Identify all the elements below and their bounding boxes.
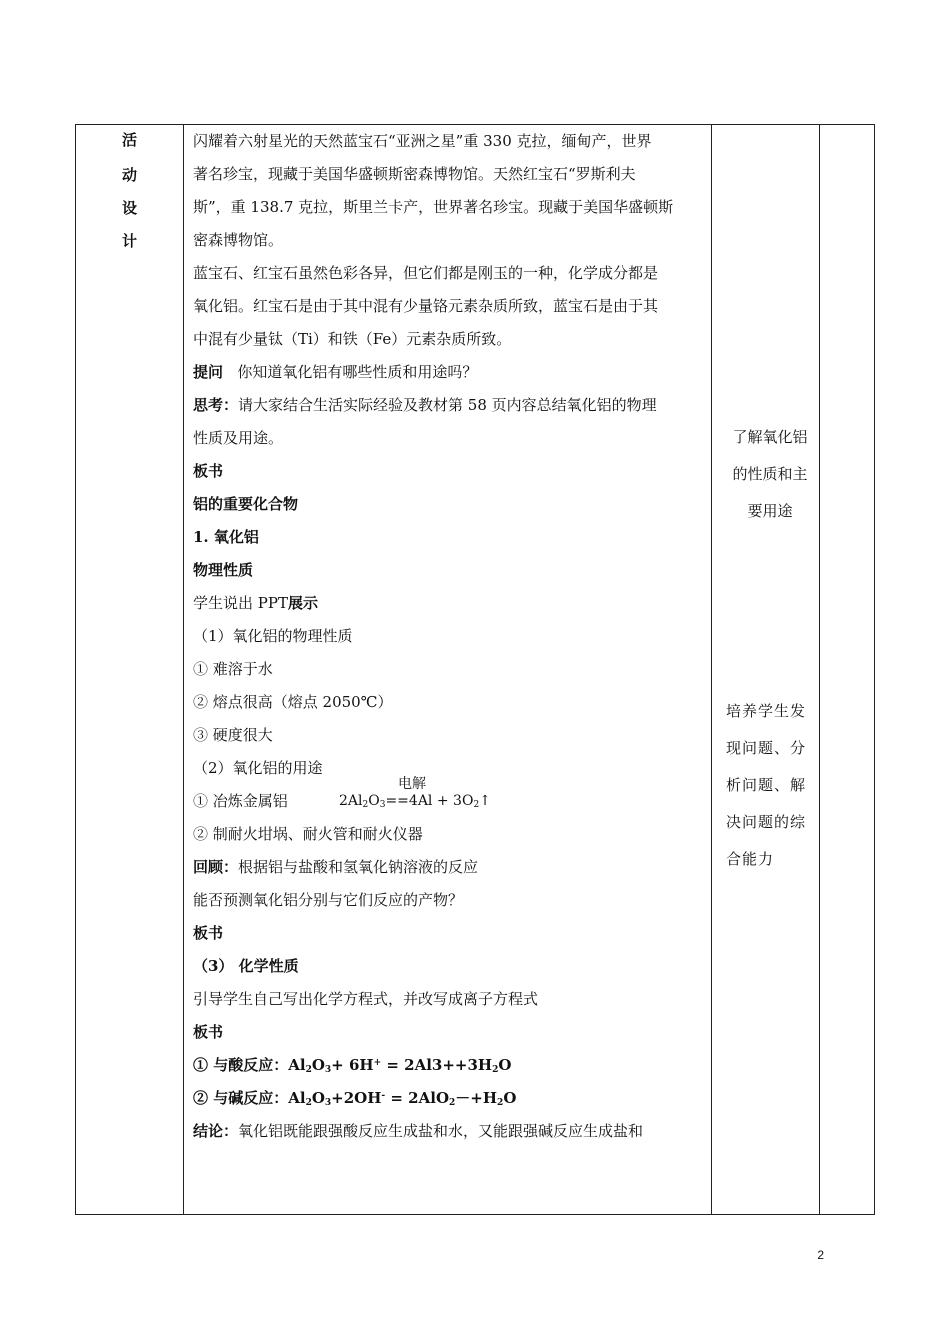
text-line: 闪耀着六射星光的天然蓝宝石“亚洲之星”重 330 克拉，缅甸产，世界 [193,132,652,150]
eq-sub: 3 [324,1098,332,1108]
electrolysis-label: 电解 [398,776,426,792]
goal-line: 现问题、分 [726,739,807,757]
list-item: ② 制耐火坩埚、耐火管和耐火仪器 [193,825,423,843]
section-heading: 1. 氧化铝 [193,528,259,546]
goal-line: 要用途 [747,502,793,520]
board-label: 板书 [193,924,224,942]
eq-sub: 3 [324,1065,332,1075]
eq-sub: 2 [492,1065,499,1075]
ppt-line [193,587,709,620]
ppt-show: 展示 [287,594,318,612]
goal-line: 培养学生发 [726,702,807,720]
main-content [193,125,709,1148]
column-divider [711,125,712,1214]
eq-part: 2Al [339,793,363,809]
think-label: 思考： [193,396,239,414]
board-label: 板书 [193,1023,224,1041]
text-line: 引导学生自己写出化学方程式，并改写成离子方程式 [193,990,539,1008]
text-line: 蓝宝石、红宝石虽然色彩各异，但它们都是刚玉的一种，化学成分都是 [193,264,659,282]
section-heading: 铝的重要化合物 [193,495,299,513]
goal-line: 析问题、解 [726,776,807,794]
review-text: 根据铝与盐酸和氢氧化钠溶液的反应 [238,858,479,876]
ppt-text: 学生说出 PPT [193,594,288,612]
eq-sub: 2 [497,1098,504,1108]
question-line [193,356,709,389]
question-label: 提问 [193,363,224,381]
text-line: 能否预测氧化铝分别与它们反应的产物？ [193,891,464,909]
eq-sub: 2 [449,1098,456,1108]
eq-part: O [311,1056,325,1074]
list-item: ③ 硬度很大 [193,726,273,744]
section-heading: 物理性质 [193,561,254,579]
goal-line: 合能力 [726,850,775,868]
use-line [193,785,709,818]
label-char: 计 [121,232,137,250]
column-divider [819,125,820,1214]
list-item: ② 熔点很高（熔点 2050℃） [193,693,393,711]
eq-part: ==4Al + 3O [385,793,474,809]
acid-reaction [193,1049,709,1082]
eq-sub: 3 [379,800,386,810]
think-line [193,389,709,422]
column-divider [183,125,184,1214]
eq-sup: + [373,1058,382,1068]
eq-sup: - [381,1091,386,1101]
eq-part: ② 与碱反应：Al [193,1089,306,1107]
goal-line: 了解氧化铝 [732,428,808,446]
page-number: 2 [817,1248,824,1262]
eq-sub: 2 [305,1098,312,1108]
label-char: 动 [121,166,137,184]
list-item: ① 难溶于水 [193,660,273,678]
text-line: 密森博物馆。 [193,231,284,249]
goal-understand [720,419,820,530]
base-reaction [193,1082,709,1115]
eq-part: O [498,1056,512,1074]
eq-part: O [503,1089,517,1107]
eq-part: ↑ [479,793,491,809]
text-line: 性质及用途。 [193,429,284,447]
conclusion-label: 结论： [193,1122,239,1140]
eq-part: +2OH [331,1089,382,1107]
eq-part: = 2AlO [385,1089,450,1107]
section-heading: （3） 化学性质 [193,957,299,975]
lesson-table [75,124,875,1215]
eq-part: ① 与酸反应：Al [193,1056,306,1074]
text-line: 中混有少量钛（Ti）和铁（Fe）元素杂质所致。 [193,330,512,348]
eq-part: O [311,1089,325,1107]
goal-line: 的性质和主 [732,465,808,483]
review-label: 回顾： [193,858,239,876]
text-line: （2）氧化铝的用途 [193,759,323,777]
goal-ability [720,693,820,878]
eq-part: = 2Al3++3H [381,1056,493,1074]
text-line: （1）氧化铝的物理性质 [193,627,353,645]
question-text: 你知道氧化铝有哪些性质和用途吗？ [237,363,478,381]
eq-part: －+H [455,1089,498,1107]
eq-sub: 2 [305,1065,312,1075]
think-text: 请大家结合生活实际经验及教材第 58 页内容总结氧化铝的物理 [238,396,657,414]
board-label: 板书 [193,462,224,480]
label-char: 设 [121,199,137,217]
goal-line: 决问题的综 [726,813,807,831]
conclusion-text: 氧化铝既能跟强酸反应生成盐和水，又能跟强碱反应生成盐和 [238,1122,644,1140]
review-line [193,851,709,884]
eq-sub: 2 [362,800,369,810]
text-line: 氧化铝。红宝石是由于其中混有少量铬元素杂质所致，蓝宝石是由于其 [193,297,659,315]
text-line: 斯”，重 138.7 克拉，斯里兰卡产，世界著名珍宝。现藏于美国华盛顿斯 [193,198,674,216]
eq-sub: 2 [473,800,480,810]
eq-part: + 6H [331,1056,374,1074]
label-char: 活 [121,131,137,149]
conclusion-line [193,1115,709,1148]
text-line: 著名珍宝，现藏于美国华盛顿斯密森博物馆。天然红宝石“罗斯利夫 [193,165,636,183]
eq-part: O [368,793,380,809]
list-item: ① 冶炼金属铝 [193,792,288,810]
